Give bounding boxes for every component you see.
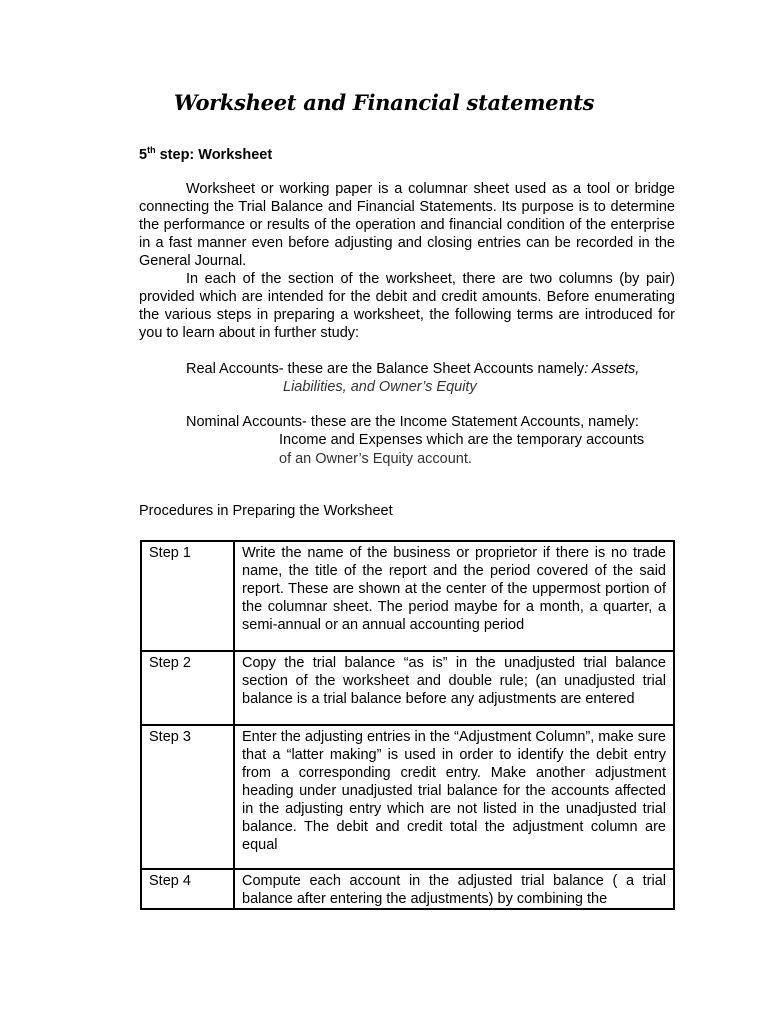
page-title: Worksheet and Financial statements <box>173 90 595 115</box>
intro-text <box>139 180 675 342</box>
table-row <box>141 651 674 725</box>
real-accounts-text: Real Accounts- these are the Balance Sheet Accounts namely <box>186 361 585 377</box>
real-accounts-line-1 <box>186 360 639 378</box>
real-accounts-italic: : Assets, <box>584 361 640 377</box>
step-number-suffix: th <box>147 145 156 155</box>
table-row <box>141 725 674 869</box>
procedures-table <box>140 540 675 910</box>
procedures-heading: Procedures in Preparing the Worksheet <box>139 503 393 519</box>
step-label: Step 1 <box>141 541 234 651</box>
step-description: Copy the trial balance “as is” in the unadjusted trial balance section of the worksheet and double rule; (an unadjusted trial balance is a trial balance before any adjustments are entered <box>234 651 674 725</box>
step-label: Step 4 <box>141 869 234 909</box>
step-description: Compute each account in the adjusted trial balance ( a trial balance after entering the adjustments) by combining the <box>234 869 674 909</box>
table-row <box>141 541 674 651</box>
nominal-accounts-line-1: Nominal Accounts- these are the Income Statement Accounts, namely: <box>186 414 639 430</box>
nominal-accounts-line-2: Income and Expenses which are the temporary accounts <box>279 432 645 448</box>
step-description: Write the name of the business or proprietor if there is no trade name, the title of the report and the period covered of the said report. These are shown at the center of the uppermost portion of the columnar sheet. The period maybe for a month, a quarter, a semi-annual or an annual accounting period <box>234 541 674 651</box>
paragraph-2: In each of the section of the worksheet, there are two columns (by pair) provided which are intended for the debit and credit amounts. Before enumerating the various steps in preparing a worksheet, the following terms are introduced for you to learn about in further study: <box>139 271 675 341</box>
step-label: Step 2 <box>141 651 234 725</box>
section-heading <box>139 145 272 163</box>
table-row <box>141 869 674 909</box>
paragraph-1: Worksheet or working paper is a columnar sheet used as a tool or bridge connecting the Trial Balance and Financial Statements. Its purpose is to determine the performance or results of the operation and financial condition of the enterprise in a fast manner even before adjusting and closing entries can be recorded in the General Journal. <box>139 181 675 269</box>
real-accounts-line-2: Liabilities, and Owner’s Equity <box>283 379 477 395</box>
step-description: Enter the adjusting entries in the “Adjustment Column”, make sure that a “latter making” is used in order to identify the debit entry from a corresponding credit entry. Make another adjustment heading under unadjusted trial balance for the accounts affected in the adjusting entry which are not listed in the unadjusted trial balance. The debit and credit total the adjustment column are equal <box>234 725 674 869</box>
step-number: 5 <box>139 146 148 163</box>
step-heading-text: step: Worksheet <box>155 146 273 163</box>
nominal-accounts-line-3: of an Owner’s Equity account. <box>279 451 472 467</box>
step-label: Step 3 <box>141 725 234 869</box>
